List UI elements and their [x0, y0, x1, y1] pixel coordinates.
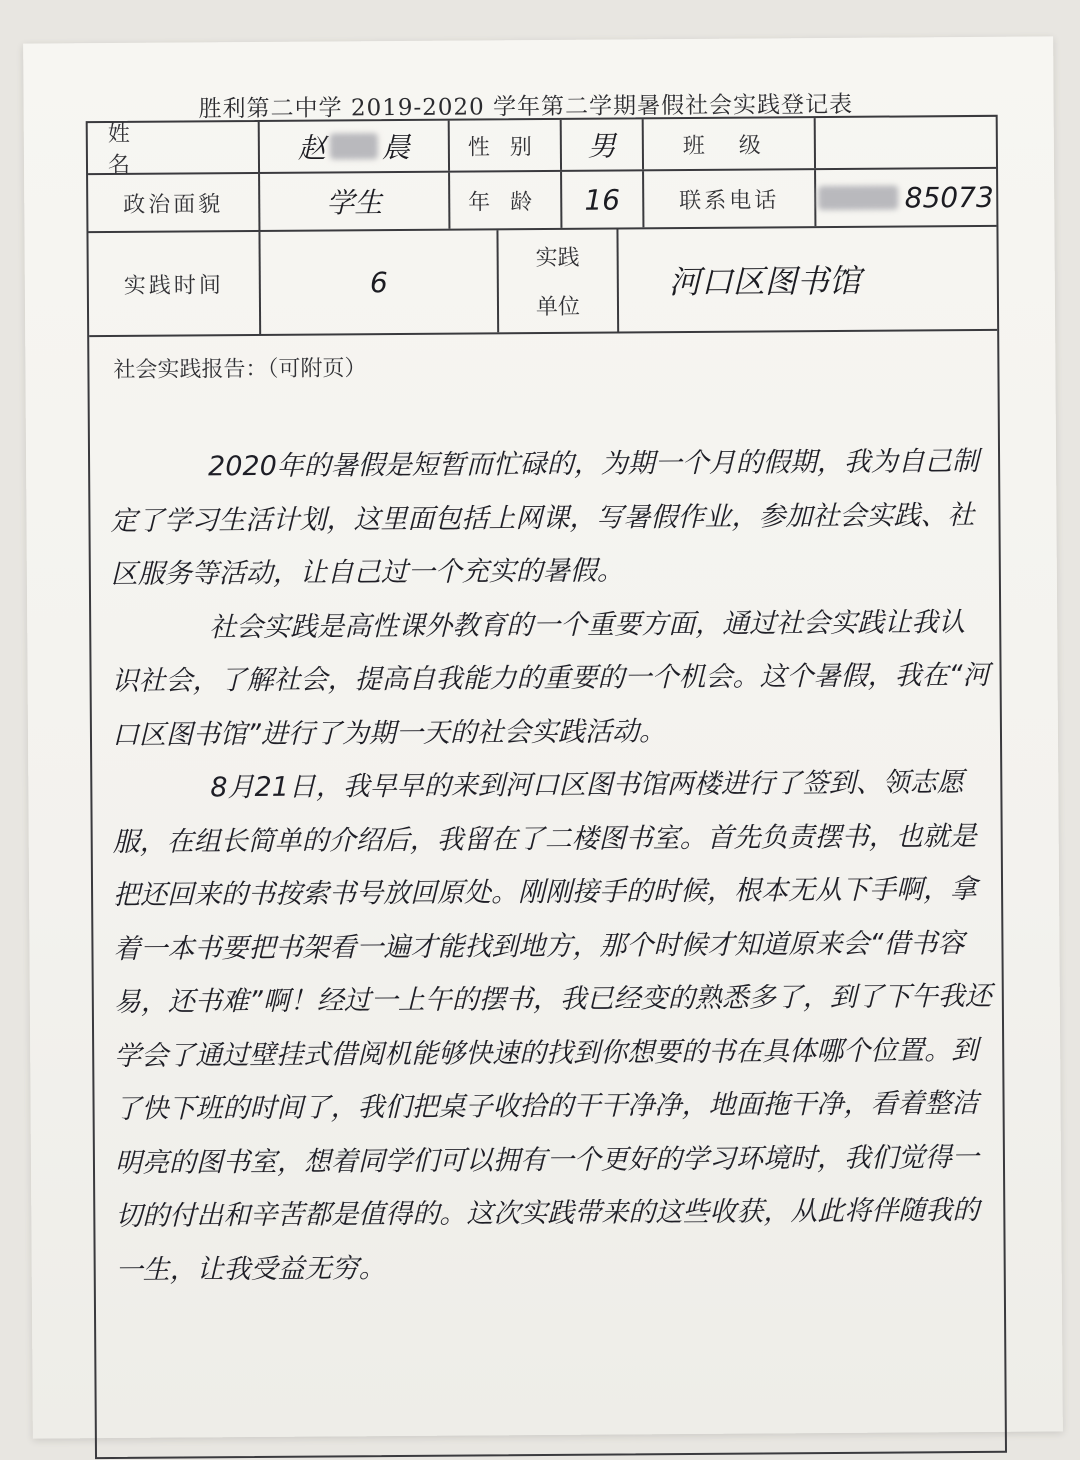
report-paragraph: 8月21日，我早早的来到河口区图书馆两楼进行了签到、领志愿服，在组长简单的介绍后，我留在了二楼图书室。首先负责摆书，也就是把还回来的书按索书号放回原处。刚刚接手的时候，根本无从下手啊，拿着一本书要把书架看一遍才能找到地方，那个时候才知道原来会“借书容易，还书难”啊！经过一上午的摆书，我已经变的熟悉多了，到了下午我还学会了通过壁挂式借阅机能够快速的找到你想要的书在具体哪个位置。到了快下班的时间了，我们把桌子收拾的干干净净，地面拖干净，看着整洁明亮的图书室，想着同学们可以拥有一个更好的学习环境时，我们觉得一切的付出和辛苦都是值得的。这次实践带来的这些收获，从此将伴随我的一生，让我受益无穷。: [112, 767, 992, 1286]
label-class: 班级: [644, 118, 816, 169]
label-practice-unit-line2: 单位: [535, 294, 581, 321]
report-paragraph: 社会实践是高性课外教育的一个重要方面，通过社会实践让我认识社会，了解社会，提高自我能力的重要的一个机会。这个暑假，我在“河口区图书馆”进行了为期一天的社会实践活动。: [111, 606, 990, 751]
value-name: [260, 121, 450, 172]
value-gender: 男: [562, 119, 644, 170]
label-practice-time: 实践时间: [88, 232, 261, 335]
row-practice: [88, 227, 997, 337]
report-body: [110, 435, 996, 1297]
form-table: [86, 115, 1007, 1459]
label-phone: 联系电话: [644, 170, 816, 227]
value-political-status: 学生: [260, 173, 450, 230]
report-paragraph: 2020年的暑假是短暂而忙碌的，为期一个月的假期，我为自己制定了学习生活计划，这里面包括上网课，写暑假作业，参加社会实践、社区服务等活动，让自己过一个充实的暑假。: [110, 445, 979, 591]
value-phone: [816, 169, 996, 226]
label-political-status: 政治面貌: [88, 174, 260, 231]
registration-form-sheet: [23, 36, 1063, 1438]
value-age: 16: [562, 171, 644, 228]
label-practice-unit-line1: 实践: [535, 245, 580, 272]
name-redaction: [330, 133, 378, 159]
form-title: 胜利第二中学 2019-2020 学年第二学期暑假社会实践登记表: [198, 91, 854, 123]
phone-redaction: [819, 186, 899, 211]
label-gender: 性别: [450, 120, 562, 171]
label-age: 年龄: [450, 172, 562, 229]
phone-visible-digits: 85073: [904, 180, 994, 214]
name-last-char: 晨: [381, 130, 411, 165]
label-practice-unit: [498, 229, 619, 332]
value-practice-time: 6: [260, 230, 499, 334]
row-political: [88, 169, 996, 233]
label-name: 姓 名: [88, 122, 260, 173]
value-class: [816, 117, 996, 168]
value-practice-unit: 河口区图书馆: [668, 261, 861, 302]
label-report: 社会实践报告：（可附页）: [113, 356, 367, 383]
row-name: [88, 117, 996, 179]
name-first-char: 赵: [297, 131, 326, 165]
